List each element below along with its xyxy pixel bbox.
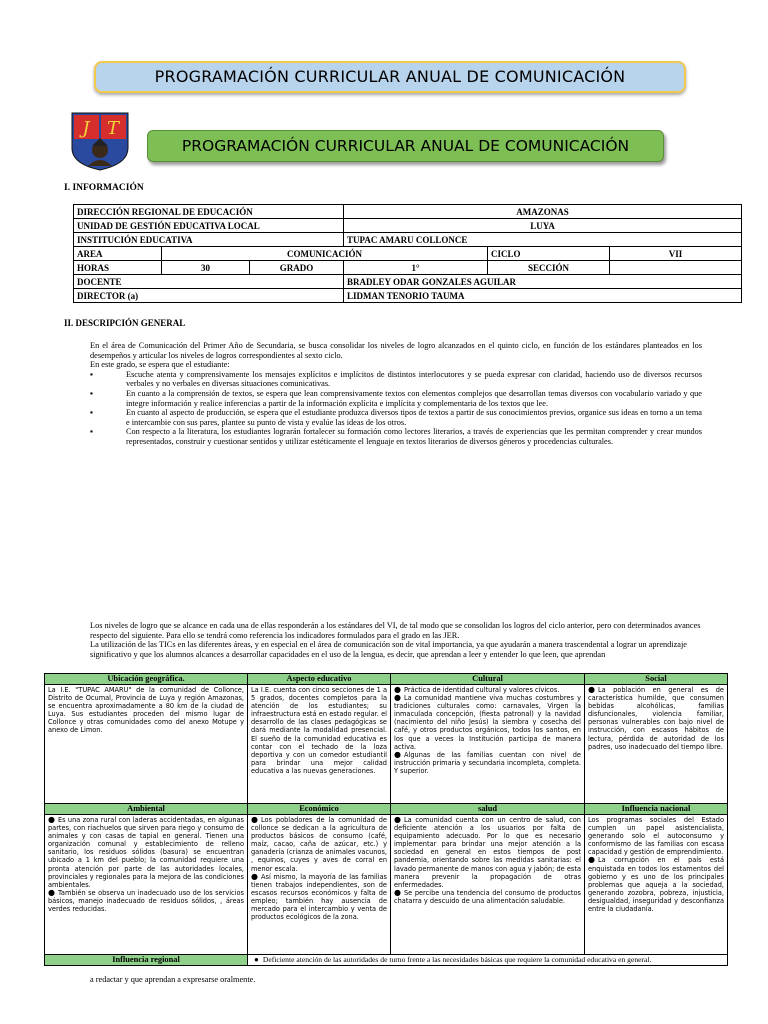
bullet-icon: ● bbox=[394, 693, 401, 703]
list-item: ● Práctica de identidad cultural y valores cívicos. bbox=[394, 685, 560, 694]
description-paragraph: En este grado, se espera que el estudiante: bbox=[90, 360, 230, 370]
bullet-icon: ● bbox=[48, 887, 55, 897]
table-header-row bbox=[45, 674, 728, 685]
header-economico: Económico bbox=[248, 804, 391, 815]
salud-cell bbox=[391, 815, 585, 955]
square-bullet-icon: ▪ bbox=[90, 408, 93, 418]
educativo-cell: La I.E. cuenta con cinco secciones de 1 a 5 grados, docentes completos para la atención de los estudiantes; su infraestructura está en estado regular. el desarrollo de las clases pedagógicas se dará mediante la modalidad presencial. El sueño de la comunidad educativa es contar con el techado de la loza deportiva y con un comedor estudiantil para brindar una mejor calidad educativa a las nuevas generaciones. bbox=[248, 685, 391, 804]
description-paragraph: En el área de Comunicación del Primer Año de Secundaria, se busca consolidar los niveles de logro alcanzados en el quinto ciclo, en función de los estándares planteados en los desempeños y articular los niveles de logros correspondientes al sexto ciclo. bbox=[90, 341, 702, 360]
social-cell bbox=[585, 685, 728, 804]
regional-cell: ● Deficiente atención de las autoridades de turno frente a las necesidades básicas que requiere la comunidad educativa en general. bbox=[248, 955, 728, 966]
bullet-icon: ● bbox=[394, 887, 401, 897]
svg-text:T: T bbox=[106, 118, 120, 139]
grado-value: 1° bbox=[344, 261, 488, 275]
info-table bbox=[73, 204, 742, 303]
bullet-icon: ● bbox=[251, 871, 258, 881]
nacional-cell bbox=[585, 815, 728, 955]
header-ubicacion: Ubicación geográfica. bbox=[45, 674, 248, 685]
header-salud: salud bbox=[391, 804, 585, 815]
list-item: ▪ En cuanto a la comprensión de textos, se espera que lean comprensivamente textos con elementos complejos que desarrollan temas diversos con vocabulario variado y que integre información y realice inferencias a partir de la información explícita e implícita y complementaria de los textos que lee. bbox=[90, 388, 702, 408]
list-item: ● La corrupción en el país está enquistada en todos los estamentos del gobierno y es uno de los principales problemas que aqueja a la sociedad, generando zozobra, pobreza, injusticia, desigualdad, inseguridad y desconfianza entre la ciudadanía. bbox=[588, 855, 724, 914]
table-row bbox=[74, 219, 742, 233]
horas-label: HORAS bbox=[74, 261, 162, 275]
economico-cell bbox=[248, 815, 391, 955]
seccion-value bbox=[610, 261, 742, 275]
director-value: LIDMAN TENORIO TAUMA bbox=[344, 289, 742, 303]
header-influencia-nacional: Influencia nacional bbox=[585, 804, 728, 815]
list-item: ● Se percibe una tendencia del consumo de productos chatarra y descuido de una alimentación saludable. bbox=[394, 887, 581, 905]
bullet-icon: ● bbox=[251, 815, 258, 824]
ciclo-label: CICLO bbox=[488, 247, 610, 261]
expectations-list bbox=[90, 370, 702, 447]
ubicacion-cell: La I.E. "TUPAC AMARU" de la comunidad de Collonce, Distrito de Ocumal, Provincia de Luya y región Amazonas, se encuentra aproximadamente a 80 km de la ciudad de Luya. Sus estudiantes proceden del mismo lugar de Collonce y otras comunidades como del anexo Motupe y anexo de Limon. bbox=[45, 685, 248, 804]
dre-value: AMAZONAS bbox=[344, 205, 742, 219]
table-row bbox=[74, 247, 742, 261]
list-item: ▪ Escuche atenta y comprensivamente los mensajes explícitos e implícitos de distintos interlocutores y se pueda expresar con claridad, haciendo uso de diversos recursos verbales y no verbales en diversas situaciones comunicativas. bbox=[90, 369, 702, 389]
ie-value: TUPAC AMARU COLLONCE bbox=[344, 233, 742, 247]
ciclo-value: VII bbox=[610, 247, 742, 261]
grado-label: GRADO bbox=[250, 261, 344, 275]
square-bullet-icon: ▪ bbox=[90, 427, 93, 437]
header-influencia-regional: Influencia regional bbox=[45, 955, 248, 966]
list-item: Los programas sociales del Estado cumplen un papel asistencialista, generando solo el autoconsumo y conformismo de las familias con escasa capacidad y gestión de emprendimiento. bbox=[588, 816, 724, 857]
square-bullet-icon: ▪ bbox=[90, 388, 93, 398]
list-item: ● La comunidad cuenta con un centro de salud, con deficiente atención a los usuarios por falta de equipamiento adecuado. Por lo que es necesario implementar para brindar una mejor atención a la sociedad en general en estos tiempos de post pandemia, orientando sobre las medidas sanitarias: el lavado permanente de manos con agua y jabón; de esta manera prevenir la propagación de otras enfermedades. bbox=[394, 815, 581, 889]
area-label: AREA bbox=[74, 247, 162, 261]
svg-text:J: J bbox=[82, 118, 90, 139]
description-continued bbox=[90, 621, 702, 659]
secondary-title-banner: PROGRAMACIÓN CURRICULAR ANUAL DE COMUNICACIÓN bbox=[147, 130, 664, 162]
table-row bbox=[74, 261, 742, 275]
description-paragraph: Los niveles de logro que se alcance en cada una de ellas responderán a los estándares del VI, de tal modo que se consolidan los logros del ciclo anterior, pero con determinados avances respecto del siguiente. Para ello se tendrá como referencia los indicadores formulados para el grado en las JER. bbox=[90, 621, 701, 640]
cultural-cell bbox=[391, 685, 585, 804]
page-title-banner: PROGRAMACIÓN CURRICULAR ANUAL DE COMUNICACIÓN bbox=[94, 61, 686, 93]
dre-label: DIRECCIÓN REGIONAL DE EDUCACIÓN bbox=[74, 205, 344, 219]
description-body bbox=[90, 341, 702, 447]
horas-value: 30 bbox=[162, 261, 250, 275]
seccion-label: SECCIÓN bbox=[488, 261, 610, 275]
table-row bbox=[74, 275, 742, 289]
table-row bbox=[74, 289, 742, 303]
section-descripcion-heading: II. DESCRIPCIÓN GENERAL bbox=[64, 318, 186, 328]
table-row bbox=[45, 955, 728, 966]
director-label: DIRECTOR (a) bbox=[74, 289, 344, 303]
bullet-icon: ● bbox=[254, 955, 259, 964]
ambiental-cell bbox=[45, 815, 248, 955]
header-social: Social bbox=[585, 674, 728, 685]
table-row bbox=[74, 205, 742, 219]
header-cultural: Cultural bbox=[391, 674, 585, 685]
bullet-icon: ● bbox=[48, 815, 55, 824]
table-header-row bbox=[45, 804, 728, 815]
description-paragraph-end: a redactar y que aprendan a expresarse oralmente. bbox=[90, 975, 256, 984]
list-item: ▪ En cuanto al aspecto de producción, se espera que el estudiante produzca diversos tipos de textos a partir de sus conocimientos previos, organice sus ideas en torno a un tema e intercambie con sus pares, plantee su punto de vista y evalúe las ideas de los otros. bbox=[90, 408, 702, 427]
bullet-icon: ● bbox=[394, 685, 401, 694]
list-item: ● Los pobladores de la comunidad de collonce se dedican a la agricultura de productos básicos de consumo (café, maíz, cacao, caña de azúcar, etc.) y ganadería (crianza de animales vacunos, , equinos, cuyes y aves de corral en menor escala. bbox=[251, 815, 387, 873]
area-value: COMUNICACIÓN bbox=[162, 247, 488, 261]
table-row bbox=[45, 685, 728, 804]
list-item: ● También se observa un inadecuado uso de los servicios básicos, manejo inadecuado de residuos sólidos, , áreas verdes reducidas. bbox=[48, 887, 244, 914]
list-item: ● La población en general es de característica humilde, que consumen bebidas alcohólicas, familias disfuncionales, violencia familiar, personas vulnerables con bajo nivel de instrucción, con escasos hábitos de lectura, pérdida de autoridad de los padres, uso inadecuado del tiempo libre. bbox=[588, 685, 724, 751]
bullet-icon: ● bbox=[588, 685, 595, 694]
context-table bbox=[44, 673, 728, 966]
list-item: ● La comunidad mantiene viva muchas costumbres y tradiciones culturales como: carnavales, Virgen la inmaculada concepción, (fiesta patronal) y la navidad (nacimiento del niño Jesús) la siembra y cosecha del café, y otros productos orgánicos, todos los santos, en los que a veces la Institución participa de manera activa. bbox=[394, 693, 581, 751]
table-row bbox=[74, 233, 742, 247]
table-row bbox=[45, 815, 728, 955]
list-item: ▪ Con respecto a la literatura, los estudiantes lograrán fortalecer su formación como lectores literarios, a través de experiencias que les permitan comprender y crear mundos representados, construir y cuestionar sentidos y utilizar estéticamente el lenguaje en textos literarios de diversos géneros y procedencias culturales. bbox=[90, 427, 702, 446]
docente-label: DOCENTE bbox=[74, 275, 344, 289]
description-paragraph: La utilización de las TICs en las diferentes áreas, y en especial en el área de comunicación son de vital importancia, ya que ayudarán a manera trascendental a lograr un aprendizaje significativo y que los alumnos alcances a desarrollar capacidades en el uso de la lengua, es decir, que aprendan a leer y entender lo que leen, que aprendan bbox=[90, 640, 687, 659]
section-informacion-heading: I. INFORMACIÓN bbox=[64, 183, 144, 193]
ie-label: INSTITUCIÓN EDUCATIVA bbox=[74, 233, 344, 247]
list-item: ● Así mismo, la mayoría de las familias tienen trabajos independientes, son de escasos recursos económicos y falta de empleo; también hay ausencia de mercado para el intercambio y venta de productos ecológicos de la zona. bbox=[251, 871, 387, 922]
school-crest-logo bbox=[68, 110, 132, 172]
bullet-icon: ● bbox=[394, 815, 401, 824]
list-item: ● Algunas de las familias cuentan con nivel de instrucción primaria y secundaria incompleta, completa. Y superior. bbox=[394, 749, 581, 775]
bullet-icon: ● bbox=[394, 749, 401, 759]
docente-value: BRADLEY ODAR GONZALES AGUILAR bbox=[344, 275, 742, 289]
bullet-icon: ● bbox=[588, 855, 595, 865]
ugel-value: LUYA bbox=[344, 219, 742, 233]
header-ambiental: Ambiental bbox=[45, 804, 248, 815]
ugel-label: UNIDAD DE GESTIÓN EDUCATIVA LOCAL bbox=[74, 219, 344, 233]
square-bullet-icon: ▪ bbox=[90, 369, 93, 379]
header-aspecto-educativo: Aspecto educativo bbox=[248, 674, 391, 685]
list-item: ● Es una zona rural con laderas accidentadas, en algunas partes, con riachuelos que sirven para riego y consumo de animales y con casas de tapial en general. Tienen una organización comunal y establecimiento de relleno sanitario, los residuos sólidos (basura) se encuentran ubicado a 1 km del pueblo; la comunidad requiere una pronta atención por parte de las autoridades locales, provinciales y regionales para la mejora de las condiciones ambientales. bbox=[48, 815, 244, 889]
